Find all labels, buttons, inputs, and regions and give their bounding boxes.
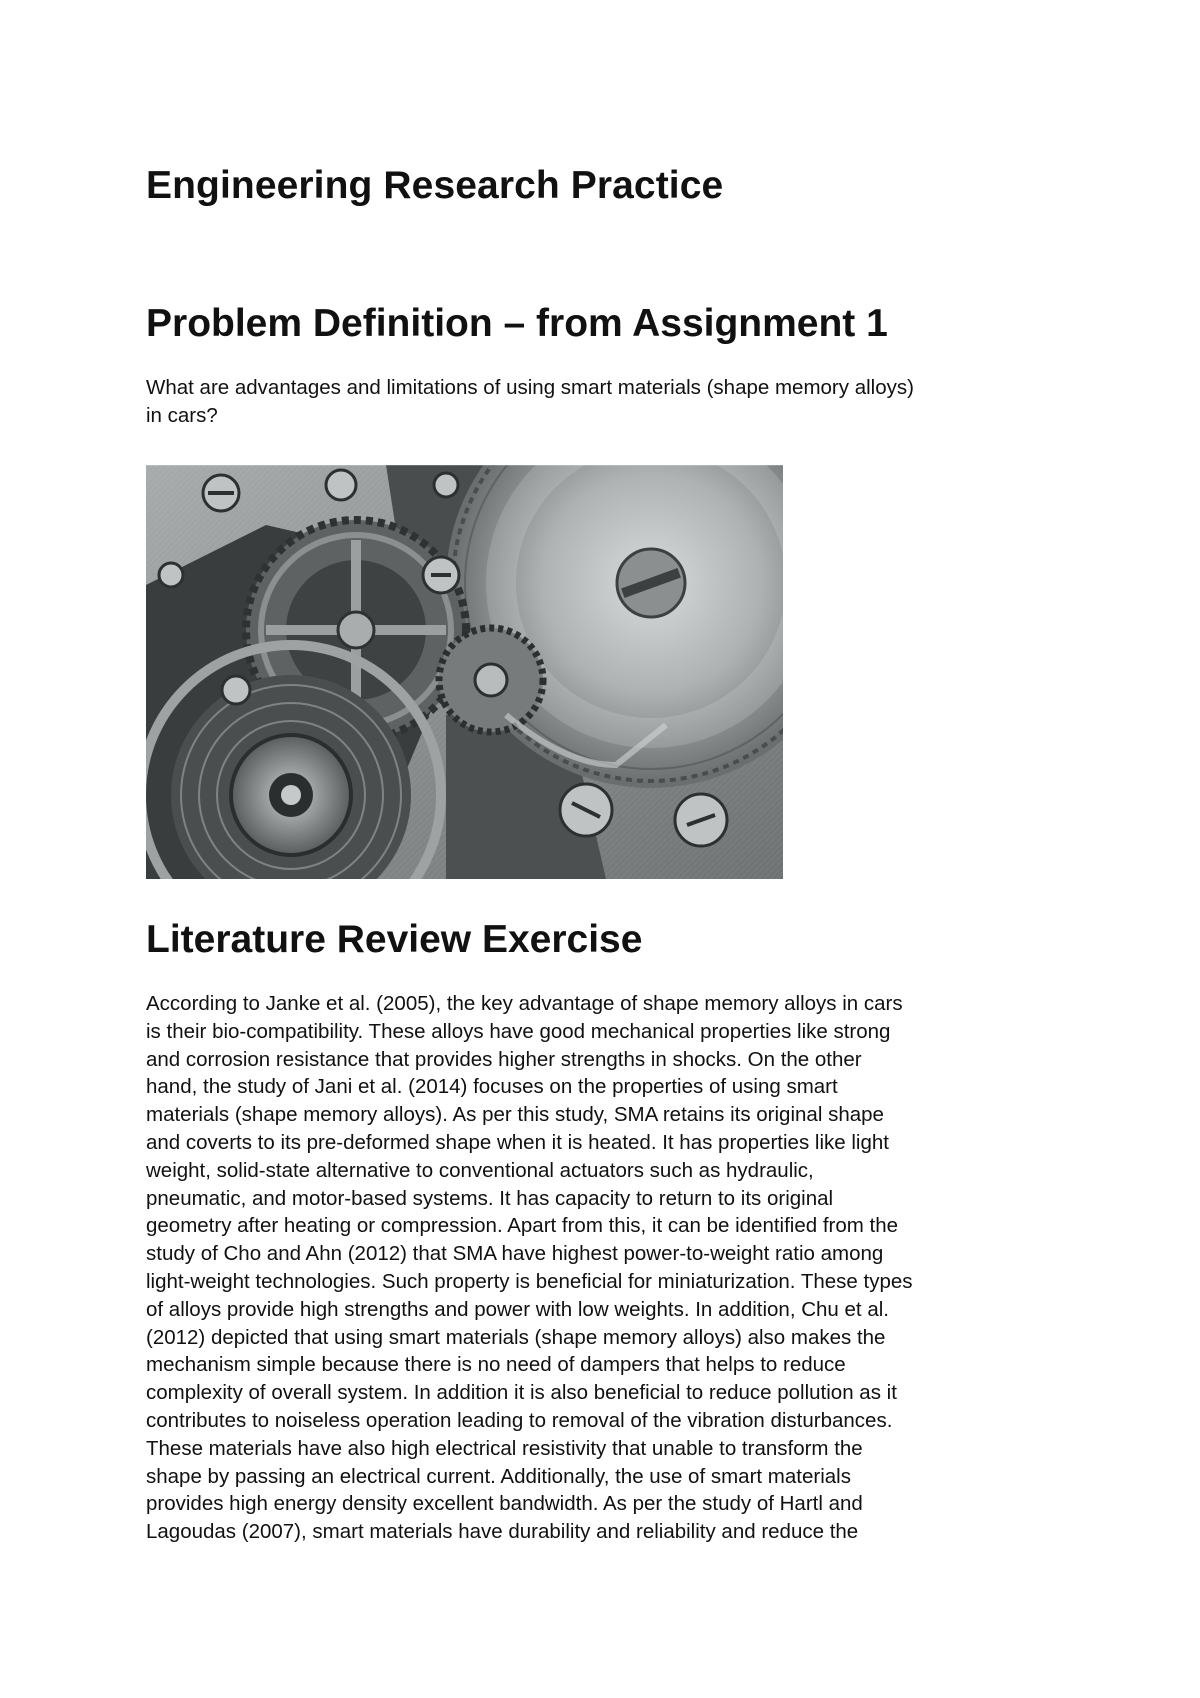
literature-review-heading: Literature Review Exercise — [146, 918, 643, 961]
paragraph-line: hand, the study of Jani et al. (2014) focuses on the properties of using smart — [146, 1075, 838, 1099]
paragraph-line: (2012) depicted that using smart materials (shape memory alloys) also makes the — [146, 1325, 886, 1349]
paragraph-line: study of Cho and Ahn (2012) that SMA have highest power-to-weight ratio among — [146, 1242, 884, 1266]
paragraph-line: weight, solid-state alternative to conventional actuators such as hydraulic, — [146, 1158, 814, 1182]
paragraph-line: materials (shape memory alloys). As per this study, SMA retains its original shape — [146, 1103, 884, 1127]
paragraph-line: According to Janke et al. (2005), the key advantage of shape memory alloys in cars — [146, 992, 903, 1015]
document-title: Engineering Research Practice — [146, 164, 724, 207]
problem-definition-heading: Problem Definition – from Assignment 1 — [146, 302, 888, 345]
paragraph-line: These materials have also high electrical resistivity that unable to transform the — [146, 1436, 863, 1460]
paragraph-line: provides high energy density excellent bandwidth. As per the study of Hartl and — [146, 1492, 863, 1516]
paragraph-line: complexity of overall system. In addition it is also beneficial to reduce pollution as it — [146, 1381, 897, 1405]
gears-photo — [146, 465, 783, 879]
problem-question-line: What are advantages and limitations of using smart materials (shape memory alloys) — [146, 376, 914, 399]
paragraph-line: Lagoudas (2007), smart materials have durability and reliability and reduce the — [146, 1520, 859, 1544]
paragraph-line: shape by passing an electrical current. Additionally, the use of smart materials — [146, 1464, 851, 1488]
paragraph-line: light-weight technologies. Such property is beneficial for miniaturization. These types — [146, 1269, 913, 1293]
problem-question — [146, 374, 1086, 430]
paragraph-line: is their bio-compatibility. These alloys have good mechanical properties like strong — [146, 1019, 891, 1043]
paragraph-line: and corrosion resistance that provides higher strengths in shocks. On the other — [146, 1047, 862, 1071]
paragraph-line: mechanism simple because there is no need of dampers that helps to reduce — [146, 1353, 846, 1377]
paragraph-line: of alloys provide high strengths and power with low weights. In addition, Chu et al. — [146, 1297, 889, 1321]
paragraph-line: geometry after heating or compression. Apart from this, it can be identified from the — [146, 1214, 899, 1238]
paragraph-line: and coverts to its pre-deformed shape when it is heated. It has properties like light — [146, 1130, 889, 1154]
clockwork-gears-icon — [146, 465, 783, 879]
problem-question-line: in cars? — [146, 404, 218, 427]
paragraph-line: pneumatic, and motor-based systems. It has capacity to return to its original — [146, 1186, 834, 1210]
literature-review-paragraph — [146, 990, 1066, 1546]
paragraph-line: contributes to noiseless operation leading to removal of the vibration disturbances. — [146, 1408, 893, 1432]
